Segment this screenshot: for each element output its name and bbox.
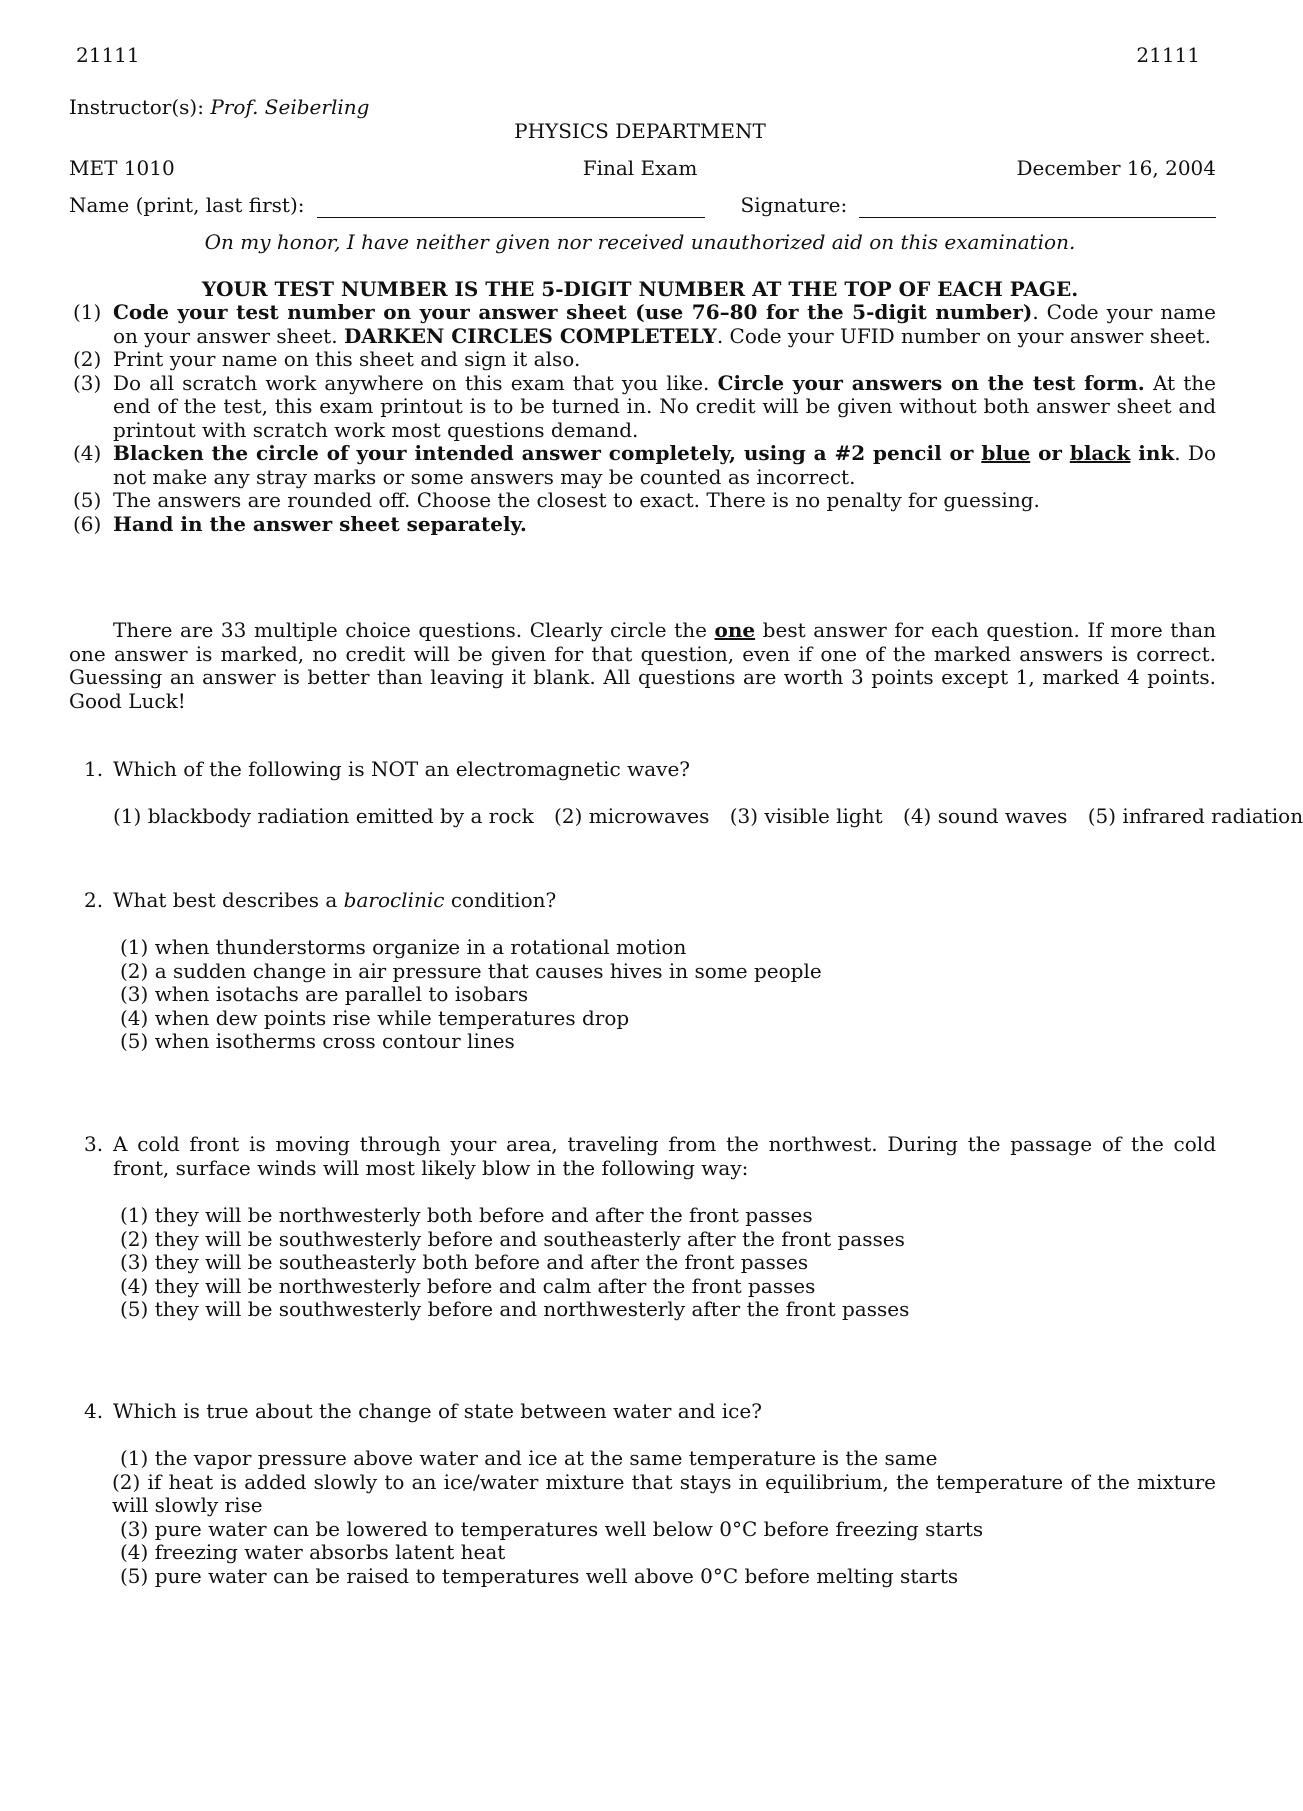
- intro-text: There are 33 multiple choice questions. Clearly circle the: [113, 618, 715, 642]
- intro-text: best answer for each question. If more than one answer is marked, no credit will be given for that question, even if one of the marked answers is correct. Guessing an answer is better than leaving it blank. All questions are worth 3 points except 1, marked 4 points. Good Luck!: [69, 618, 1217, 713]
- instruction-text: At the end of the test, this exam printout is to be turned in. No credit will be given without both answer sheet and printout with scratch work most questions demand.: [113, 370, 1216, 442]
- answer-option[interactable]: (4) sound waves: [903, 804, 1068, 828]
- instruction-number: (4): [73, 441, 102, 465]
- instructor-name: Prof. Seiberling: [210, 95, 370, 119]
- answer-option[interactable]: (5) when isotherms cross contour lines: [120, 1029, 515, 1053]
- answer-option[interactable]: (4) freezing water absorbs latent heat: [120, 1540, 506, 1564]
- signature-blank-line[interactable]: [859, 197, 1216, 218]
- answer-option[interactable]: (1) when thunderstorms organize in a rotational motion: [120, 935, 687, 959]
- instruction-bold-text: DARKEN CIRCLES COMPLETELY: [343, 323, 717, 348]
- answer-option[interactable]: (4) when dew points rise while temperatures drop: [120, 1005, 630, 1030]
- question-3: [69, 1133, 1216, 1180]
- instruction-bold-text: ink: [1130, 441, 1175, 465]
- instruction-number: (3): [73, 370, 102, 395]
- answer-option[interactable]: (1) they will be northwesterly both before and after the front passes: [120, 1203, 813, 1227]
- question-number: 3.: [84, 1132, 104, 1156]
- answer-option[interactable]: (2) a sudden change in air pressure that causes hives in some people: [120, 958, 822, 983]
- question-4: [69, 1400, 1216, 1424]
- instruction-list: [69, 301, 1216, 536]
- test-number-notice: YOUR TEST NUMBER IS THE 5-DIGIT NUMBER AT THE TOP OF EACH PAGE.: [201, 277, 1079, 301]
- instruction-text: Do all scratch work anywhere on this exam that you like.: [113, 370, 718, 395]
- instruction-bold-text: Code your test number on your answer sheet (use 76–80 for the 5-digit number): [113, 300, 1033, 324]
- answer-option[interactable]: (2) they will be southwesterly before and southeasterly after the front passes: [120, 1226, 905, 1251]
- instruction-item: [69, 442, 1216, 489]
- instruction-bold-text: Circle your answers on the test form.: [717, 370, 1145, 395]
- answer-option[interactable]: (3) pure water can be lowered to temperatures well below 0°C before freezing starts: [120, 1516, 984, 1541]
- instruction-text: Print your name on this sheet and sign it also.: [113, 347, 581, 371]
- question-1-options: [113, 805, 1303, 829]
- question-text: Which is true about the change of state between water and ice?: [113, 1399, 762, 1423]
- instruction-underlined-text: blue: [981, 441, 1031, 465]
- instruction-bold-text: Blacken the circle of your intended answer completely, using a #2 pencil or: [113, 441, 982, 465]
- instruction-number: (1): [73, 300, 102, 324]
- page-number-left: 21111: [76, 43, 140, 67]
- question-text-part: What best describes a: [113, 888, 344, 912]
- instruction-text: . Do not make any stray marks or some answers may be counted as incorrect.: [113, 441, 1216, 489]
- instruction-item: [69, 489, 1216, 513]
- instruction-bold-text: or: [1030, 441, 1070, 465]
- question-2-options: [120, 936, 1216, 1054]
- answer-option[interactable]: (3) visible light: [729, 804, 883, 828]
- answer-option[interactable]: (3) they will be southeasterly both before and after the front passes: [120, 1250, 809, 1274]
- intro-paragraph: [69, 619, 1216, 713]
- instruction-text: . Code your name on your answer sheet.: [113, 300, 1216, 348]
- question-number: 2.: [84, 888, 104, 912]
- instruction-text: . Code your UFID number on your answer sheet.: [716, 323, 1211, 348]
- answer-option[interactable]: (5) infrared radiation: [1087, 804, 1303, 828]
- course-code: MET 1010: [69, 156, 175, 180]
- answer-option[interactable]: (3) when isotachs are parallel to isobars: [120, 982, 529, 1006]
- instruction-number: (6): [73, 511, 102, 536]
- signature-label: Signature:: [740, 193, 848, 217]
- question-number: 4.: [84, 1399, 104, 1423]
- answer-option[interactable]: (4) they will be northwesterly before and calm after the front passes: [120, 1273, 816, 1298]
- exam-date: December 16, 2004: [1016, 156, 1216, 180]
- instruction-underlined-text: black: [1069, 441, 1131, 465]
- answer-option[interactable]: (1) the vapor pressure above water and ice at the same temperature is the same: [120, 1446, 938, 1470]
- exam-title: Final Exam: [582, 156, 698, 180]
- answer-option[interactable]: (5) pure water can be raised to temperatures well above 0°C before melting starts: [120, 1563, 959, 1588]
- page-number-right: 21111: [1136, 43, 1200, 67]
- question-4-options: [112, 1446, 1216, 1588]
- question-term: baroclinic: [343, 888, 445, 912]
- instruction-item: [69, 348, 1216, 372]
- answer-option[interactable]: (2) microwaves: [554, 804, 710, 828]
- question-text: A cold front is moving through your area, traveling from the northwest. During the passage of the cold front, surface winds will most likely blow in the following way:: [113, 1132, 1216, 1180]
- intro-emphasis: one: [714, 618, 756, 642]
- instruction-item: [69, 301, 1216, 348]
- name-signature-row: [69, 194, 1216, 218]
- question-1: [69, 758, 1216, 782]
- instruction-number: (2): [73, 347, 102, 371]
- question-text-part: condition?: [444, 888, 557, 912]
- name-blank-line[interactable]: [317, 197, 705, 218]
- instruction-bold-text: Hand in the answer sheet separately.: [113, 511, 527, 536]
- honor-statement: On my honor, I have neither given nor received unauthorized aid on this examination.: [204, 230, 1076, 254]
- instruction-item: [69, 372, 1216, 443]
- department-title: PHYSICS DEPARTMENT: [514, 119, 766, 143]
- instructor-line: [69, 96, 369, 120]
- question-2: [69, 889, 1216, 913]
- answer-option[interactable]: (5) they will be southwesterly before and northwesterly after the front passes: [120, 1297, 910, 1321]
- instruction-item: [69, 513, 1216, 537]
- answer-option[interactable]: (1) blackbody radiation emitted by a rock: [113, 804, 534, 828]
- answer-option[interactable]: (2) if heat is added slowly to an ice/water mixture that stays in equilibrium, the temperature of the mixture will slowly rise: [112, 1469, 1216, 1517]
- instructor-label: Instructor(s):: [69, 95, 204, 119]
- question-3-options: [120, 1204, 1216, 1322]
- instruction-number: (5): [73, 488, 102, 512]
- instruction-text: The answers are rounded off. Choose the closest to exact. There is no penalty for guessing.: [113, 488, 1040, 512]
- question-number: 1.: [84, 757, 104, 781]
- name-label: Name (print, last first):: [69, 193, 305, 217]
- question-text: [69, 889, 1216, 913]
- question-text: Which of the following is NOT an electromagnetic wave?: [113, 757, 691, 781]
